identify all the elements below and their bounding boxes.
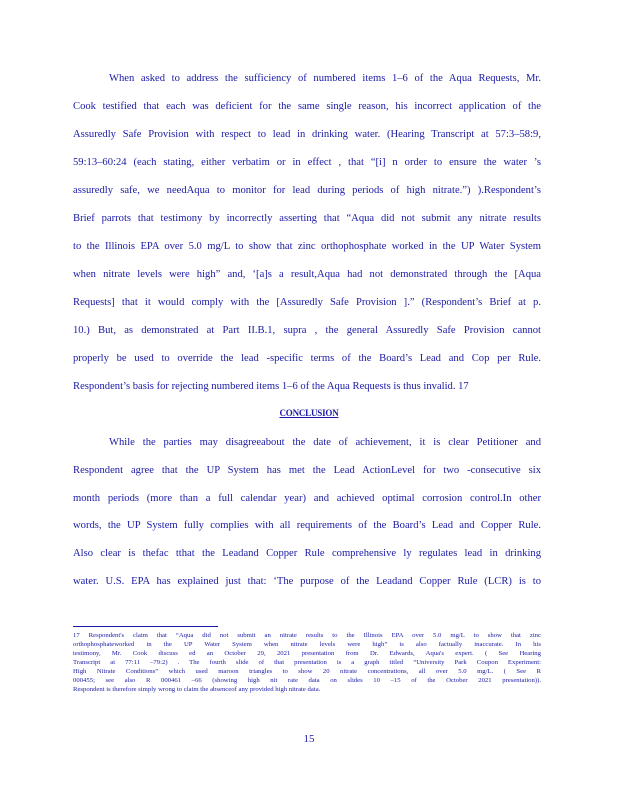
body-line: properly be used to override the lead -specific terms of the Board’s Lead and Cop per Rule. [73,353,541,364]
section-heading: CONCLUSION [279,408,339,418]
body-line: Respondent’s basis for rejecting numbered items 1–6 of the Aqua Requests is thus invalid. 17 [73,381,469,392]
body-line: words, the UP System fully complies with all requirements of the Board’s Lead and Copper Rule. [73,520,541,531]
body-line: Brief parrots that testimony by incorrectly asserting that “Aqua did not submit any nitrate results [73,213,541,224]
footnote-line: 000455; see also R 000461 –66 (showing high nit rate data on slides 10 –15 of the October 2021 presentation)). [73,677,541,684]
body-line: to the Illinois EPA over 5.0 mg/L to show that zinc orthophosphate worked in the UP Water System [73,241,541,252]
body-line: Respondent agree that the UP System has met the Lead ActionLevel for two -consecutive six [73,465,541,476]
body-line: When asked to address the sufficiency of numbered items 1–6 of the Aqua Requests, Mr. [109,73,541,84]
footnote-line: testimony, Mr. Cook discuss ed an October 29, 2021 presentation from Dr. Edwards, Aqua's expert. ( See Hearing [73,650,541,657]
body-line: assuredly safe, we needAqua to monitor for lead during periods of high nitrate.”) ).Respondent’s [73,185,541,196]
body-line: water. U.S. EPA has explained just that: ‘The purpose of the Leadand Copper Rule (LCR) is to [73,576,541,587]
body-line: 59:13–60:24 (each stating, either verbatim or in effect , that “[i] n order to ensure the water ’s [73,157,541,168]
footnote-line: High Nitrate Conditions” which used maroon triangles to show 20 nitrate concentrations, all over 5.0 mg/L. ( See R [73,668,541,675]
body-line: Requests] that it would comply with the [Assuredly Safe Provision ].” (Respondent’s Brief at p. [73,297,541,308]
body-line: month periods (more than a full calendar year) and achieved optimal corrosion control.In other [73,493,541,504]
body-line: 10.) But, as demonstrated at Part II.B.1, supra , the general Assuredly Safe Provision cannot [73,325,541,336]
body-line: Assuredly Safe Provision with respect to lead in drinking water. (Hearing Transcript at 57:3–58:9, [73,129,541,140]
footnote-line: 17 Respondent's claim that “Aqua did not submit an nitrate results to the Illinois EPA over 5.0 mg/L to show that zinc [73,632,541,639]
body-line: when nitrate levels were high” and, ‘[a]s a result,Aqua had not demonstrated through the [Aqua [73,269,541,280]
body-line: Also clear is thefac tthat the Leadand Copper Rule comprehensive ly regulates lead in drinking [73,548,541,559]
footnote-line: orthophosphateworked in the UP Water System when nitrate levels were high” is also factually inaccurate. In his [73,641,541,648]
footnote-line: Respondent is therefore simply wrong to claim the absenceof any provided high nitrate data. [73,686,321,693]
footnote-separator [73,626,218,627]
body-line: While the parties may disagreeabout the date of achievement, it is clear Petitioner and [109,437,541,448]
body-line: Cook testified that each was deficient for the same single reason, his incorrect application of the [73,101,541,112]
page-number: 15 [303,733,315,745]
footnote-line: Transcript at 77:11 –79:2) . The fourth slide of that presentation is a graph titled “University Park Coupon Experiment: [73,659,541,666]
